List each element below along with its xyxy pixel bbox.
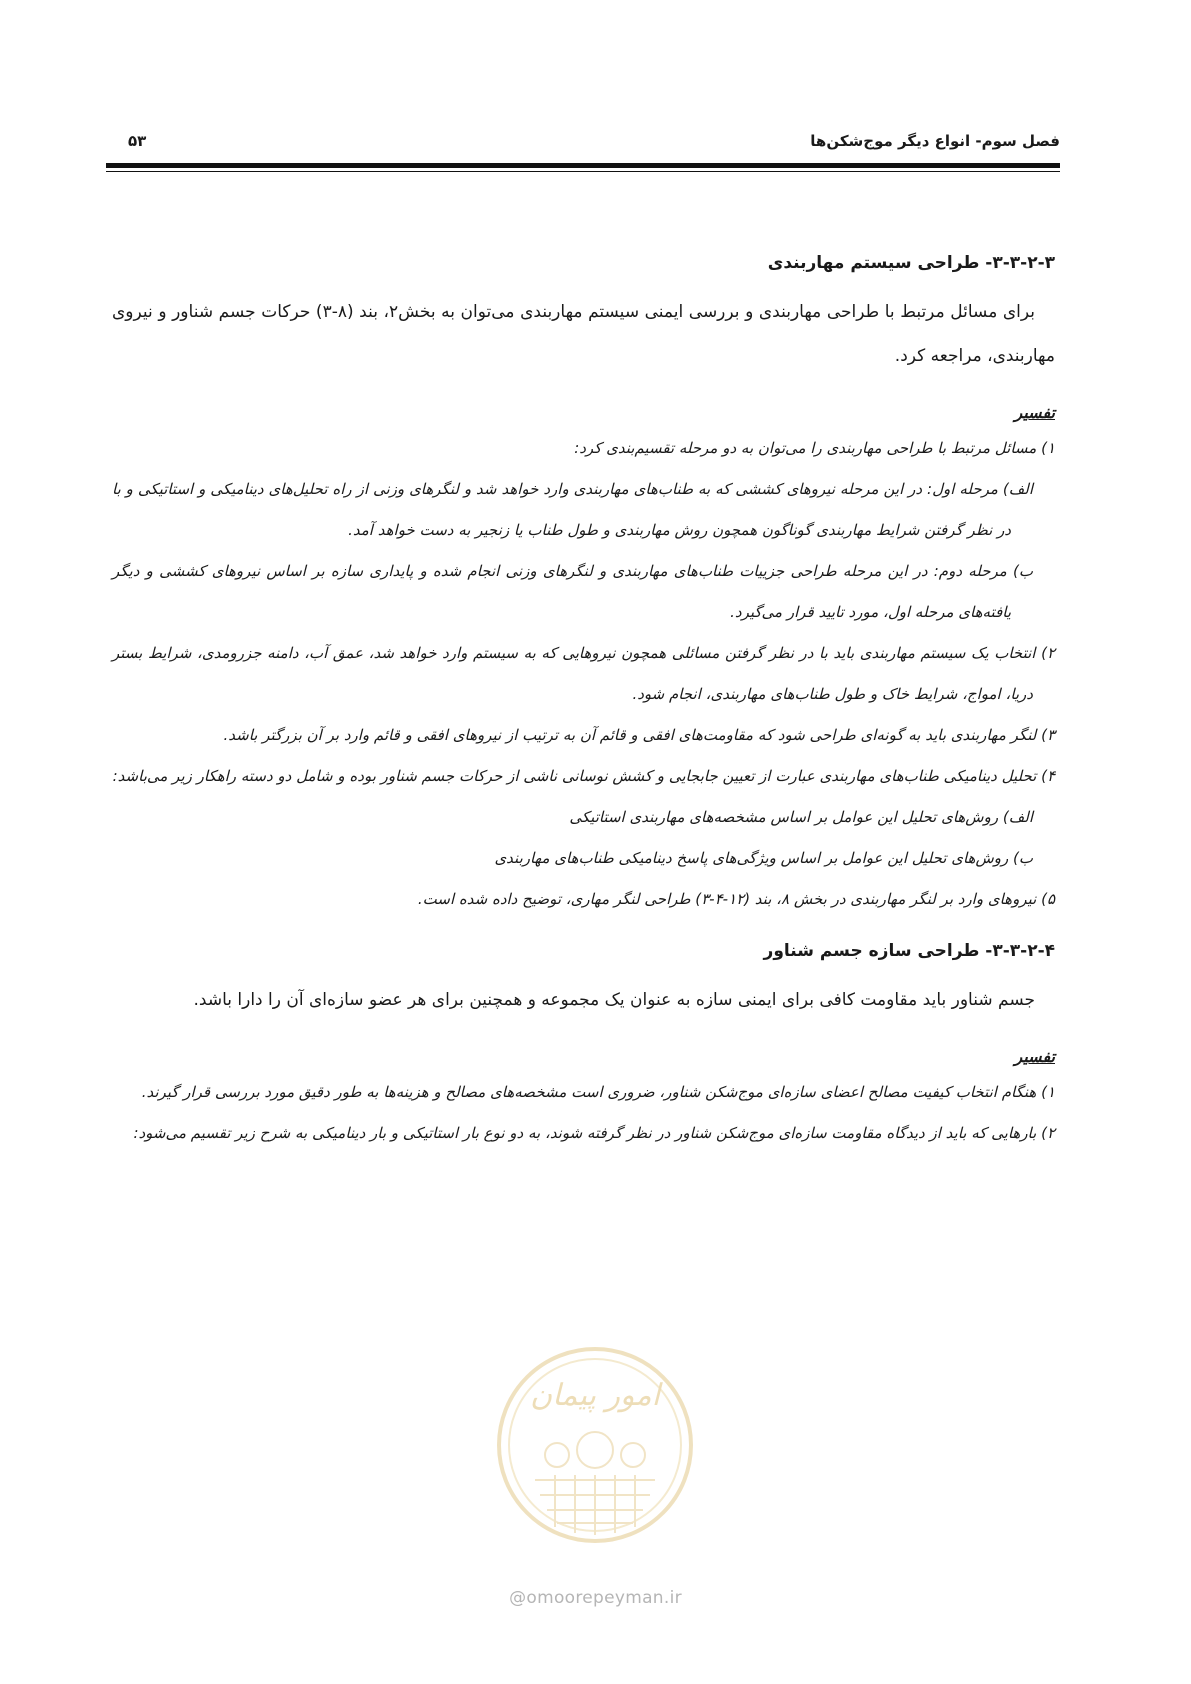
page-content	[112, 250, 1055, 1154]
commentary-label: تفسیر	[1014, 1047, 1055, 1066]
publisher-seal-icon	[495, 1345, 695, 1545]
section-heading-floating-body: ۳-۳-۲-۴- طراحی سازه جسم شناور	[763, 941, 1055, 961]
commentary-label: تفسیر	[1014, 403, 1055, 422]
commentary-note: الف) مرحله اول: در این مرحله نیروهای کششی که به طناب‌های مهاربندی وارد خواهد شد و لنگرهای وزنی از راه تحلیل‌های دینامیکی و استاتیکی و با در نظر گرفتن شرایط مهاربندی گوناگون همچون روش مهاربندی و طول طناب یا زنجیر به دست خواهد آمد.	[112, 480, 1033, 539]
footer-website: @omoorepeyman.ir	[509, 1588, 682, 1608]
commentary-note: ب) روش‌های تحلیل این عوامل بر اساس ویژگی‌های پاسخ دینامیکی طناب‌های مهاربندی	[494, 849, 1033, 867]
commentary-note: ۱) هنگام انتخاب کیفیت مصالح اعضای سازه‌ای موج‌شکن شناور، ضروری است مشخصه‌های مصالح و هزینه‌ها به طور دقیق مورد بررسی قرار گیرند.	[141, 1083, 1055, 1101]
section-paragraph-mooring: برای مسائل مرتبط با طراحی مهاربندی و بررسی ایمنی سیستم مهاربندی می‌توان به بخش۲، بند (۸-۳) حرکات جسم شناور و نیروی مهاربندی، مراجعه کرد.	[112, 302, 1055, 366]
page-header	[106, 128, 1060, 162]
section-paragraph-floating-body: جسم شناور باید مقاومت کافی برای ایمنی سازه به عنوان یک مجموعه و همچنین برای هر عضو سازه‌ای آن را دارا باشد.	[193, 990, 1035, 1010]
commentary-note: ۵) نیروهای وارد بر لنگر مهاربندی در بخش ۸، بند (۱۲-۴-۳) طراحی لنگر مهاری، توضیح داده شده است.	[417, 890, 1055, 908]
commentary-note: ۴) تحلیل دینامیکی طناب‌های مهاربندی عبارت از تعیین جابجایی و کشش نوسانی ناشی از حرکات جسم شناور بوده و شامل دو دسته راهکار زیر می‌باشد:	[112, 767, 1055, 785]
header-rule-thin	[106, 171, 1060, 172]
commentary-note: الف) روش‌های تحلیل این عوامل بر اساس مشخصه‌های مهاربندی استاتیکی	[569, 808, 1033, 826]
page-number: ۵۳	[128, 132, 147, 150]
header-rule-thick	[106, 163, 1060, 168]
commentary-note: ۳) لنگر مهاربندی باید به گونه‌ای طراحی شود که مقاومت‌های افقی و قائم آن به ترتیب از نیروهای افقی و قائم وارد بر آن بزرگتر باشد.	[223, 726, 1055, 744]
watermark-text: امور پیمان	[530, 1378, 660, 1413]
section-heading-mooring: ۳-۳-۲-۳- طراحی سیستم مهاربندی	[767, 253, 1055, 273]
commentary-note: ۲) انتخاب یک سیستم مهاربندی باید با در نظر گرفتن مسائلی همچون نیروهایی که به سیستم وارد خواهد شد، عمق آب، دامنه جزرومدی، شرایط بستر دریا، امواج، شرایط خاک و طول طناب‌های مهاربندی، انجام شود.	[112, 644, 1055, 703]
commentary-note: ب) مرحله دوم: در این مرحله طراحی جزییات طناب‌های مهاربندی و لنگرهای وزنی انجام شده و پایداری سازه بر اساس نیروهای کششی و دیگر یافته‌های مرحله اول، مورد تایید قرار می‌گیرد.	[112, 562, 1033, 621]
chapter-title: فصل سوم- انواع دیگر موج‌شکن‌ها	[810, 132, 1060, 150]
commentary-note: ۲) بارهایی که باید از دیدگاه مقاومت سازه‌ای موج‌شکن شناور در نظر گرفته شوند، به دو نوع بار استاتیکی و بار دینامیکی به شرح زیر تقسیم می‌شود:	[133, 1124, 1055, 1142]
commentary-note: ۱) مسائل مرتبط با طراحی مهاربندی را می‌توان به دو مرحله تقسیم‌بندی کرد:	[574, 439, 1055, 457]
